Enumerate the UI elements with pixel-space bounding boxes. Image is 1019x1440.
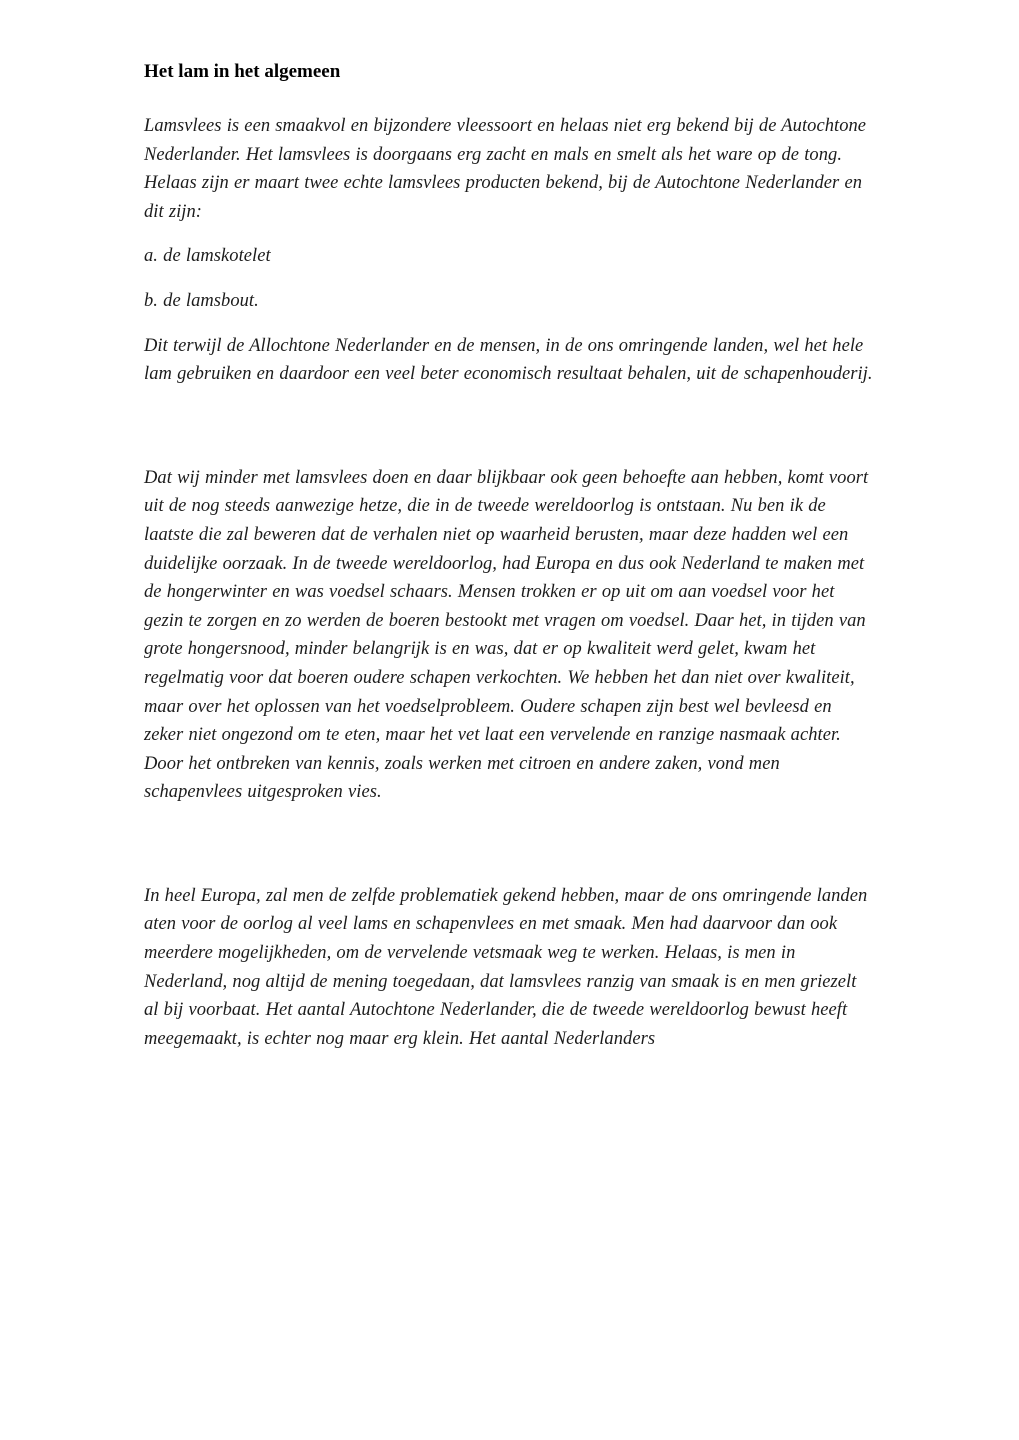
paragraph-allochtone-nederlander: Dit terwijl de Allochtone Nederlander en de mensen, in de ons omringende landen, wel het hele lam gebruiken en daardoor een veel beter economisch resultaat behalen, uit de schapenhouderij. [144, 335, 873, 385]
paragraph-europa: In heel Europa, zal men de zelfde problematiek gekend hebben, maar de ons omringende landen aten voor de oorlog al veel lams en schapenvlees en met smaak. Men had daarvoor dan ook meerdere mogelijkheden, om de vervelende vetsmaak weg te werken. Helaas, is men in Nederland, nog altijd de mening toegedaan, dat lamsvlees ranzig van smaak is en men griezelt al bij voorbaat. Het aantal Autochtone Nederlander, die de tweede wereldoorlog bewust heeft meegemaakt, is echter nog maar erg klein. Het aantal Nederlanders [144, 885, 868, 1049]
document-body [144, 58, 876, 1053]
list-item-lamskotelet: a. de lamskotelet [144, 246, 271, 267]
list-item-lamsbout: b. de lamsbout. [144, 290, 259, 311]
document-title: Het lam in het algemeen [144, 61, 341, 82]
intro-paragraph: Lamsvlees is een smaakvol en bijzondere vleessoort en helaas niet erg bekend bij de Autochtone Nederlander. Het lamsvlees is doorgaans erg zacht en mals en smelt als het ware op de tong. Helaas zijn er maart twee echte lamsvlees producten bekend, bij de Autochtone Nederlander en dit zijn: [144, 116, 867, 222]
paragraph-tweede-wereldoorlog: Dat wij minder met lamsvlees doen en daar blijkbaar ook geen behoefte aan hebben, komt voort uit de nog steeds aanwezige hetze, die in de tweede wereldoorlog is ontstaan. Nu ben ik de laatste die zal beweren dat de verhalen niet op waarheid berusten, maar deze hadden wel een duidelijke oorzaak. In de tweede wereldoorlog, had Europa en dus ook Nederland te maken met de hongerwinter en was voedsel schaars. Mensen trokken er op uit om aan voedsel voor het gezin te zorgen en zo werden de boeren bestookt met vragen om voedsel. Daar het, in tijden van grote hongersnood, minder belangrijk is en was, dat er op kwaliteit werd gelet, kwam het regelmatig voor dat boeren oudere schapen verkochten. We hebben het dan niet over kwaliteit, maar over het oplossen van het voedselprobleem. Oudere schapen zijn best wel bevleesd en zeker niet ongezond om te eten, maar het vet laat een vervelende en ranzige nasmaak achter. Door het ontbreken van kennis, zoals werken met citroen en andere zaken, vond men schapenvlees uitgesproken vies. [144, 467, 869, 803]
